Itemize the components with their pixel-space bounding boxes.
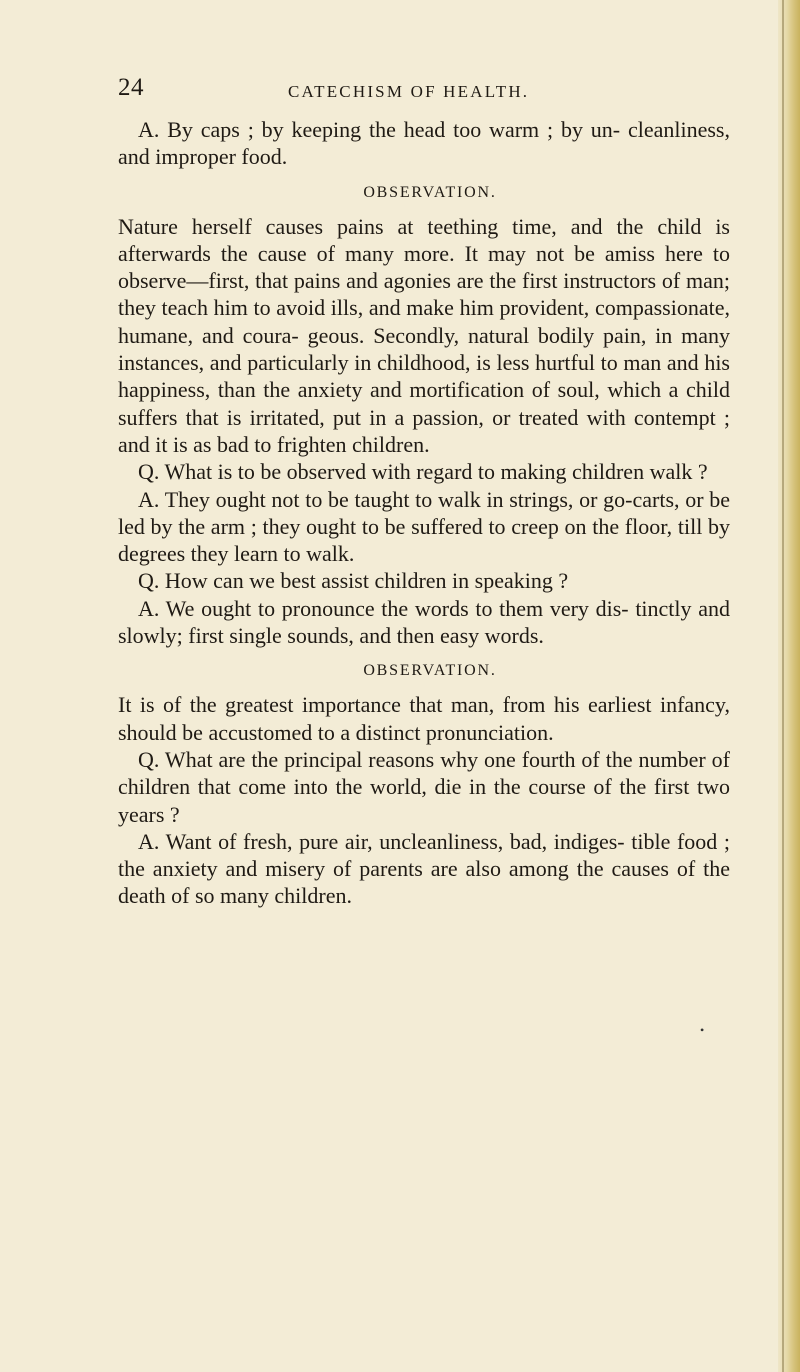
page-edge-line	[782, 0, 784, 1372]
observation-paragraph: Nature herself causes pains at teething time, and the child is afterwards the cause of many more. It may not be amiss here to observe—first, that pains and agonies are the first instructors of man; they teach him to avoid ills, and make him provident, compassionate, humane, and coura- geous. Secondly, natural bodily pain, in many instances, and particularly in childhood, is less hurtful to man and his happiness, than the anxiety and mortification of soul, which a child suffers that is irritated, put in a passion, or treated with contempt ; and it is as bad to frighten children.	[118, 213, 730, 457]
section-heading: OBSERVATION.	[363, 662, 497, 680]
question-paragraph: Q. How can we best assist children in speaking ?	[138, 568, 569, 594]
question-paragraph: Q. What are the principal reasons why one fourth of the number of children that come into the world, die in the course of the first two years ?	[118, 746, 730, 827]
question-paragraph: Q. What is to be observed with regard to making children walk ?	[138, 459, 708, 485]
answer-paragraph: A. Want of fresh, pure air, uncleanliness, bad, indiges- tible food ; the anxiety and misery of parents are also among the causes of the death of so many children.	[118, 828, 730, 909]
page-number: 24	[118, 74, 144, 101]
answer-paragraph: A. We ought to pronounce the words to them very dis- tinctly and slowly; first single sounds, and then easy words.	[118, 595, 730, 649]
answer-paragraph: A. They ought not to be taught to walk in strings, or go-carts, or be led by the arm ; they ought to be suffered to creep on the floor, till by degrees they learn to walk.	[118, 486, 730, 567]
end-mark: •	[700, 1023, 705, 1037]
page-body	[118, 116, 730, 910]
answer-paragraph: A. By caps ; by keeping the head too warm ; by un- cleanliness, and improper food.	[118, 117, 730, 170]
observation-paragraph: It is of the greatest importance that man, from his earliest infancy, should be accustomed to a distinct pronunciation.	[118, 692, 730, 745]
running-head: CATECHISM OF HEALTH.	[288, 82, 530, 101]
page-header	[118, 70, 738, 110]
section-heading: OBSERVATION.	[363, 183, 497, 201]
